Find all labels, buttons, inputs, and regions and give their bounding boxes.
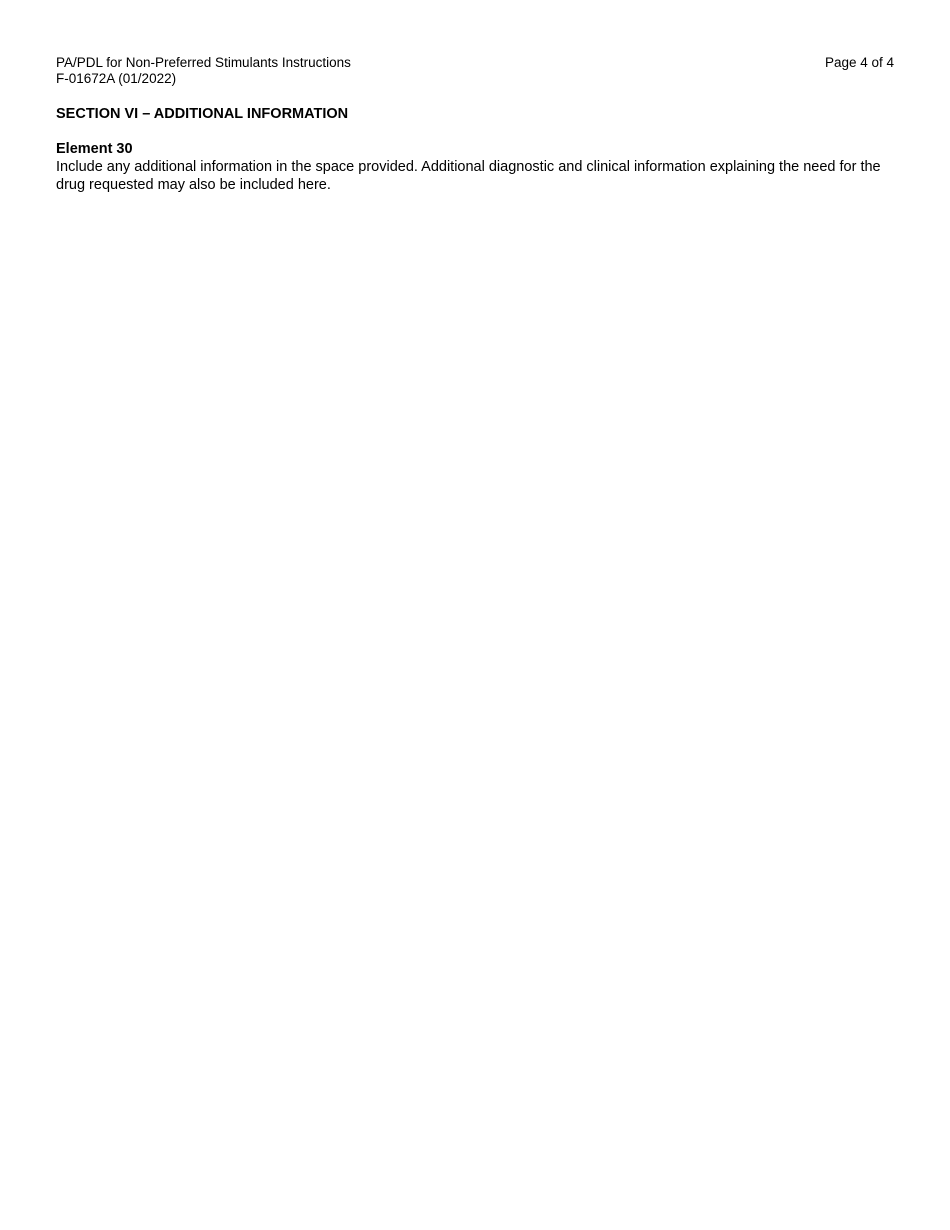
element-block (56, 140, 894, 194)
page-number: Page 4 of 4 (824, 55, 894, 70)
form-title: PA/PDL for Non-Preferred Stimulants Instructions (56, 55, 351, 70)
document-page (56, 55, 894, 194)
page-header (56, 55, 894, 87)
element-title: Element 30 (56, 141, 133, 157)
element-body: Include any additional information in the space provided. Additional diagnostic and clinical information explaining the need for the drug requested may also be included here. (56, 159, 881, 193)
section-title: SECTION VI – ADDITIONAL INFORMATION (56, 106, 349, 122)
header-left (56, 55, 894, 87)
form-number: F-01672A (01/2022) (56, 71, 177, 86)
